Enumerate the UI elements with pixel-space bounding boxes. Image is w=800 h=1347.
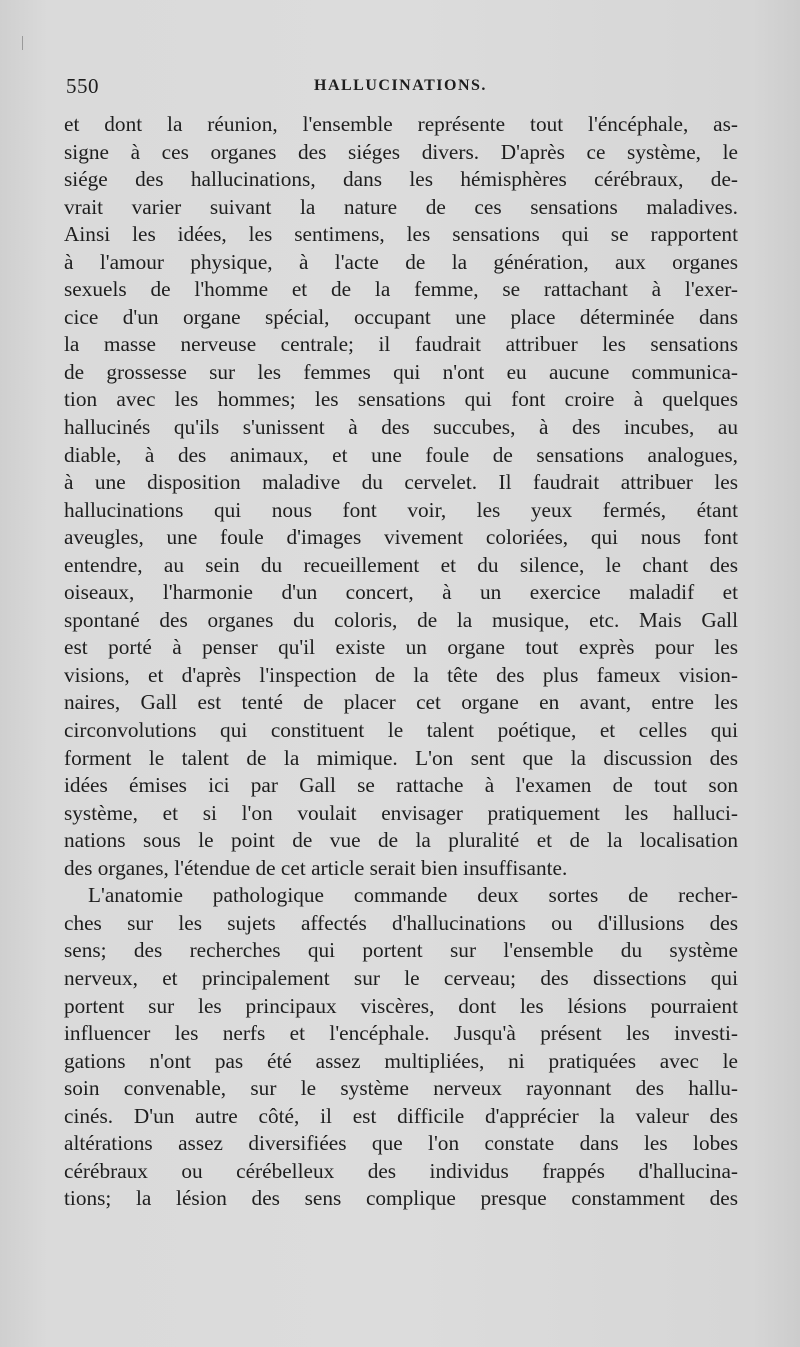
text-line: cérébraux ou cérébelleux des individus frappés d'hallucina-: [64, 1158, 738, 1183]
text-line: L'anatomie pathologique commande deux sortes de recher-: [88, 883, 738, 908]
text-line: naires, Gall est tenté de placer cet organe en avant, entre les: [64, 690, 738, 715]
text-line: signe à ces organes des siéges divers. D'après ce système, le: [64, 139, 738, 164]
page-header: [66, 74, 736, 102]
text-line: gations n'ont pas été assez multipliées, ni pratiquées avec le: [64, 1048, 738, 1073]
text-line: influencer les nerfs et l'encéphale. Jusqu'à présent les investi-: [64, 1021, 738, 1046]
text-line: ches sur les sujets affectés d'hallucinations ou d'illusions des: [64, 910, 738, 935]
text-line: visions, et d'après l'inspection de la tête des plus fameux vision-: [64, 662, 738, 687]
text-line: entendre, au sein du recueillement et du silence, le chant des: [64, 552, 738, 577]
text-line: hallucinés qu'ils s'unissent à des succubes, à des incubes, au: [64, 415, 738, 440]
text-line: sens; des recherches qui portent sur l'ensemble du système: [64, 938, 738, 963]
running-head: HALLUCINATIONS.: [314, 77, 487, 94]
text-line: est porté à penser qu'il existe un organe tout exprès pour les: [64, 635, 738, 660]
text-line: système, et si l'on voulait envisager pratiquement les halluci-: [64, 800, 738, 825]
page-number: 550: [66, 74, 99, 98]
text-line: siége des hallucinations, dans les hémisphères cérébraux, de-: [64, 167, 738, 192]
text-line: la masse nerveuse centrale; il faudrait attribuer les sensations: [64, 332, 738, 357]
text-line: forment le talent de la mimique. L'on sent que la discussion des: [64, 745, 738, 770]
text-line: et dont la réunion, l'ensemble représente tout l'éncéphale, as-: [64, 112, 738, 136]
text-line: portent sur les principaux viscères, dont les lésions pourraient: [64, 993, 738, 1018]
text-line: hallucinations qui nous font voir, les yeux fermés, étant: [64, 497, 738, 522]
text-line: nerveux, et principalement sur le cerveau; des dissections qui: [64, 965, 738, 990]
text-line: cice d'un organe spécial, occupant une place déterminée dans: [64, 304, 738, 329]
text-line: diable, à des animaux, et une foule de sensations analogues,: [64, 442, 738, 467]
text-line: cinés. D'un autre côté, il est difficile d'apprécier la valeur des: [64, 1103, 738, 1128]
text-line: à une disposition maladive du cervelet. Il faudrait attribuer les: [64, 470, 738, 495]
text-line: nations sous le point de vue de la pluralité et de la localisation: [64, 828, 738, 853]
text-line: soin convenable, sur le système nerveux rayonnant des hallu-: [64, 1076, 738, 1101]
text-line: aveugles, une foule d'images vivement coloriées, qui nous font: [64, 525, 738, 550]
text-line: circonvolutions qui constituent le talent poétique, et celles qui: [64, 718, 738, 743]
text-line: oiseaux, l'harmonie d'un concert, à un exercice maladif et: [64, 580, 738, 605]
text-line: altérations assez diversifiées que l'on constate dans les lobes: [64, 1131, 738, 1156]
text-line: vrait varier suivant la nature de ces sensations maladives.: [64, 194, 738, 219]
text-line: spontané des organes du coloris, de la musique, etc. Mais Gall: [64, 607, 738, 632]
text-line: idées émises ici par Gall se rattache à l'examen de tout son: [64, 773, 738, 798]
text-line: à l'amour physique, à l'acte de la génération, aux organes: [64, 249, 738, 274]
body-text: [64, 111, 738, 1213]
text-line: des organes, l'étendue de cet article serait bien insuffisante.: [64, 855, 568, 880]
page-edge-mark: [22, 36, 23, 50]
text-line: tions; la lésion des sens complique presque constamment des: [64, 1186, 738, 1211]
text-line: sexuels de l'homme et de la femme, se rattachant à l'exer-: [64, 277, 738, 302]
text-line: Ainsi les idées, les sentimens, les sensations qui se rapportent: [64, 222, 738, 247]
text-line: de grossesse sur les femmes qui n'ont eu aucune communica-: [64, 359, 738, 384]
text-line: tion avec les hommes; les sensations qui font croire à quelques: [64, 387, 738, 412]
